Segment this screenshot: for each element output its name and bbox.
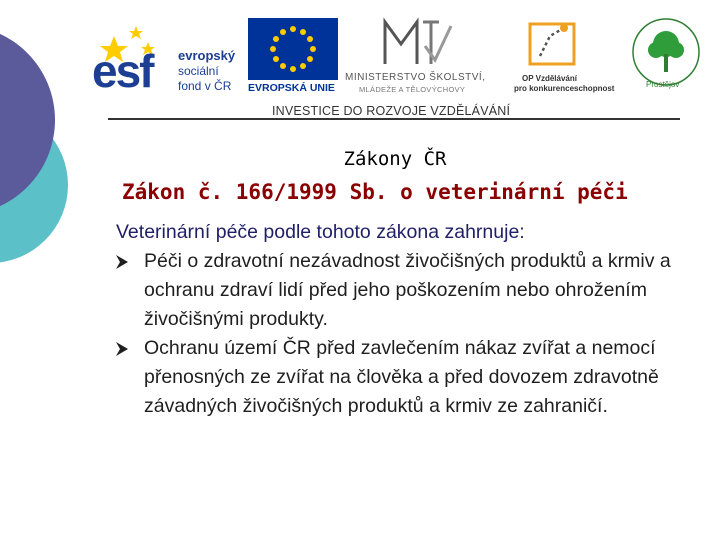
eu-caption: EVROPSKÁ UNIE — [248, 82, 335, 94]
esf-line3: fond v ČR — [178, 79, 232, 93]
banner-tagline: INVESTICE DO ROZVOJE VZDĚLÁVÁNÍ — [272, 104, 511, 118]
bullet-list — [116, 247, 706, 421]
esf-line1: evropský — [178, 48, 236, 63]
slide-subtitle: Zákony ČR — [343, 148, 447, 170]
op-logo — [512, 18, 615, 98]
school-text: Prostějov — [646, 80, 680, 89]
op-line2: pro konkurenceschopnost — [514, 84, 615, 93]
list-item — [116, 247, 706, 334]
msmt-line1: MINISTERSTVO ŠKOLSTVÍ, — [345, 72, 486, 83]
arrow-bullet-icon — [116, 342, 128, 356]
eu-logo — [248, 18, 340, 96]
arrow-bullet-icon — [116, 255, 128, 269]
slide-lead: Veterinární péče podle tohoto zákona zahrnuje: — [116, 221, 525, 243]
msmt-logo — [345, 16, 500, 98]
op-line1: OP Vzdělávání — [522, 74, 577, 83]
msmt-line2: MLÁDEŽE A TĚLOVÝCHOVY — [359, 85, 466, 94]
bullet-text: Ochranu území ČR před zavlečením nákaz zvířat a nemocí přenosných ze zvířat na člověka a před dovozem zdravotně závadných živočišných produktů a krmiv ze zahraničí. — [144, 337, 659, 417]
op-mark-icon — [524, 18, 584, 70]
eu-flag-icon — [248, 18, 338, 80]
slide-body — [116, 218, 706, 421]
bullet-text: Péči o zdravotní nezávadnost živočišných produktů a krmiv a ochranu zdraví lidí před jeho poškozením nebo ohrožením živočišnými produkty. — [144, 250, 671, 330]
school-tree-icon — [630, 16, 702, 88]
banner-divider — [108, 118, 680, 120]
slide-title: Zákon č. 166/1999 Sb. o veterinární péči — [122, 180, 628, 204]
msmt-mark-icon — [381, 16, 461, 68]
esf-logo — [92, 18, 242, 96]
school-logo — [630, 16, 702, 100]
list-item — [116, 334, 706, 421]
esf-big-text: esf — [92, 45, 153, 97]
esf-line2: sociální — [178, 64, 219, 78]
